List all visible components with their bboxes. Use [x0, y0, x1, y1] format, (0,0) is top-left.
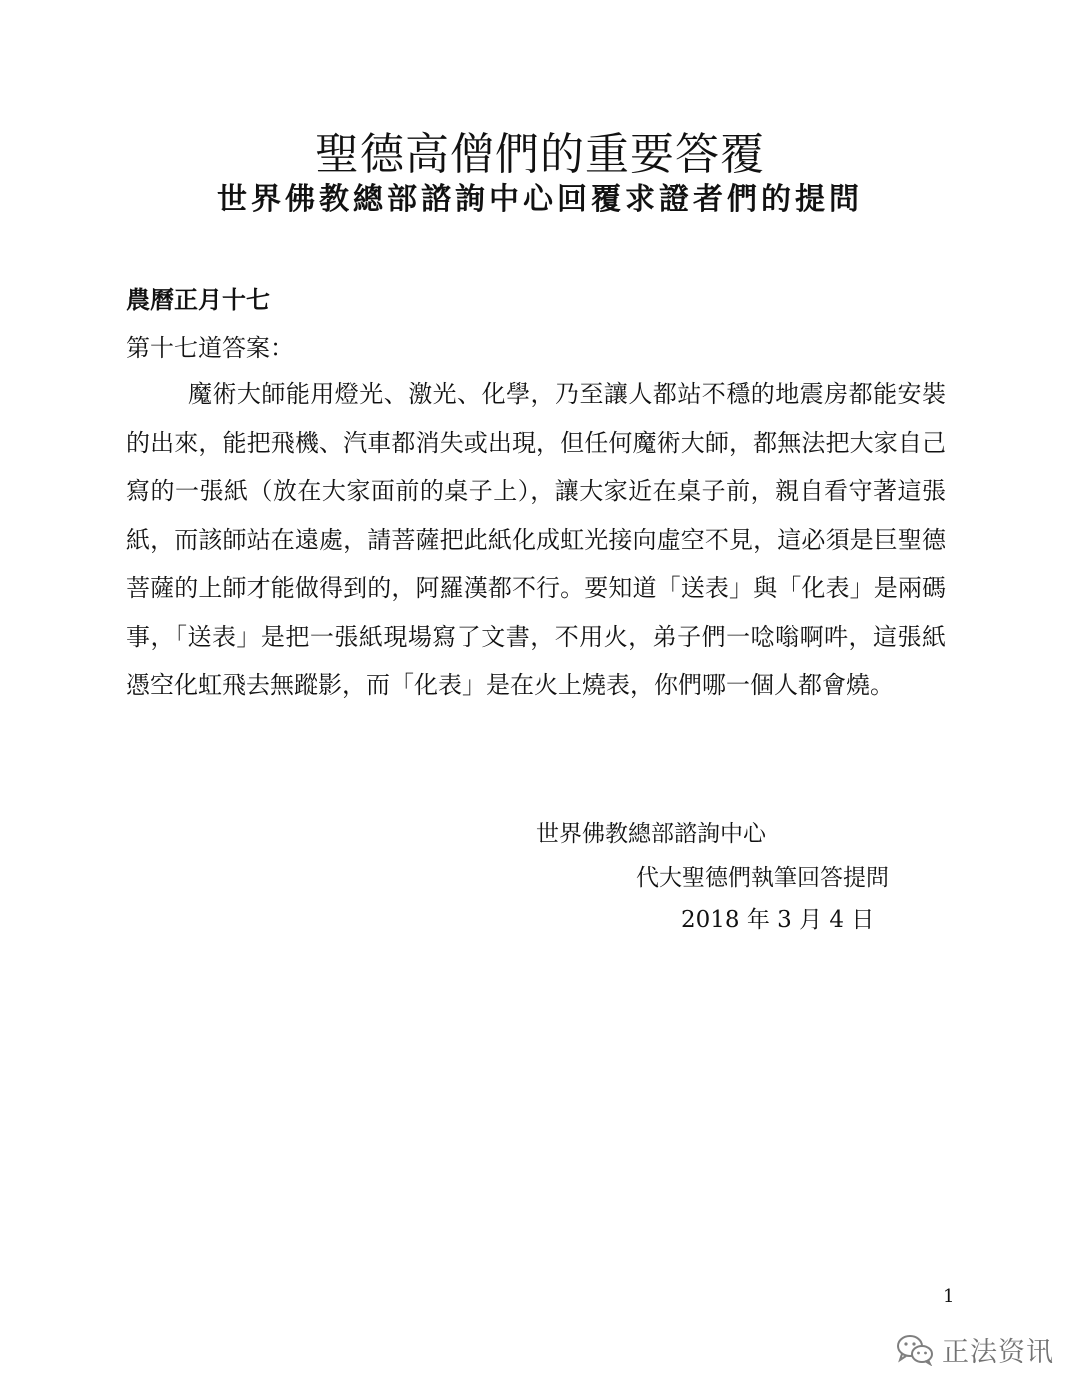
watermark-text: 正法资讯 — [942, 1337, 1054, 1368]
answer-label: 第十七道答案： — [126, 334, 294, 362]
wechat-icon — [896, 1334, 934, 1366]
page-number: 1 — [943, 1286, 955, 1307]
watermark — [896, 1330, 1054, 1369]
signature-date: 2018 年 3 月 4 日 — [681, 907, 875, 933]
lunar-date-heading: 農曆正月十七 — [126, 285, 270, 314]
document-subtitle: 世界佛教總部諮詢中心回覆求證者們的提問 — [217, 182, 863, 217]
document-title: 聖德高僧們的重要答覆 — [315, 129, 765, 180]
body-paragraph: 魔術大師能用燈光、激光、化學，乃至讓人都站不穩的地震房都能安裝的出來，能把飛機、汽車都消失或出現，但任何魔術大師，都無法把大家自己寫的一張紙（放在大家面前的桌子上），讓大家近在桌子前，親自看守著這張紙，而該師站在遠處，請菩薩把此紙化成虹光接向虛空不見，這必須是巨聖德菩薩的上師才能做得到的，阿羅漢都不行。要知道「送表」與「化表」是兩碼事，「送表」是把一張紙現場寫了文書，不用火，弟子們一唸嗡啊吽，這張紙憑空化虹飛去無蹤影，而「化表」是在火上燒表，你們哪一個人都會燒。 — [126, 380, 946, 699]
signature-role: 代大聖德們執筆回答提問 — [636, 865, 889, 891]
signature-organization: 世界佛教總部諮詢中心 — [536, 821, 766, 847]
